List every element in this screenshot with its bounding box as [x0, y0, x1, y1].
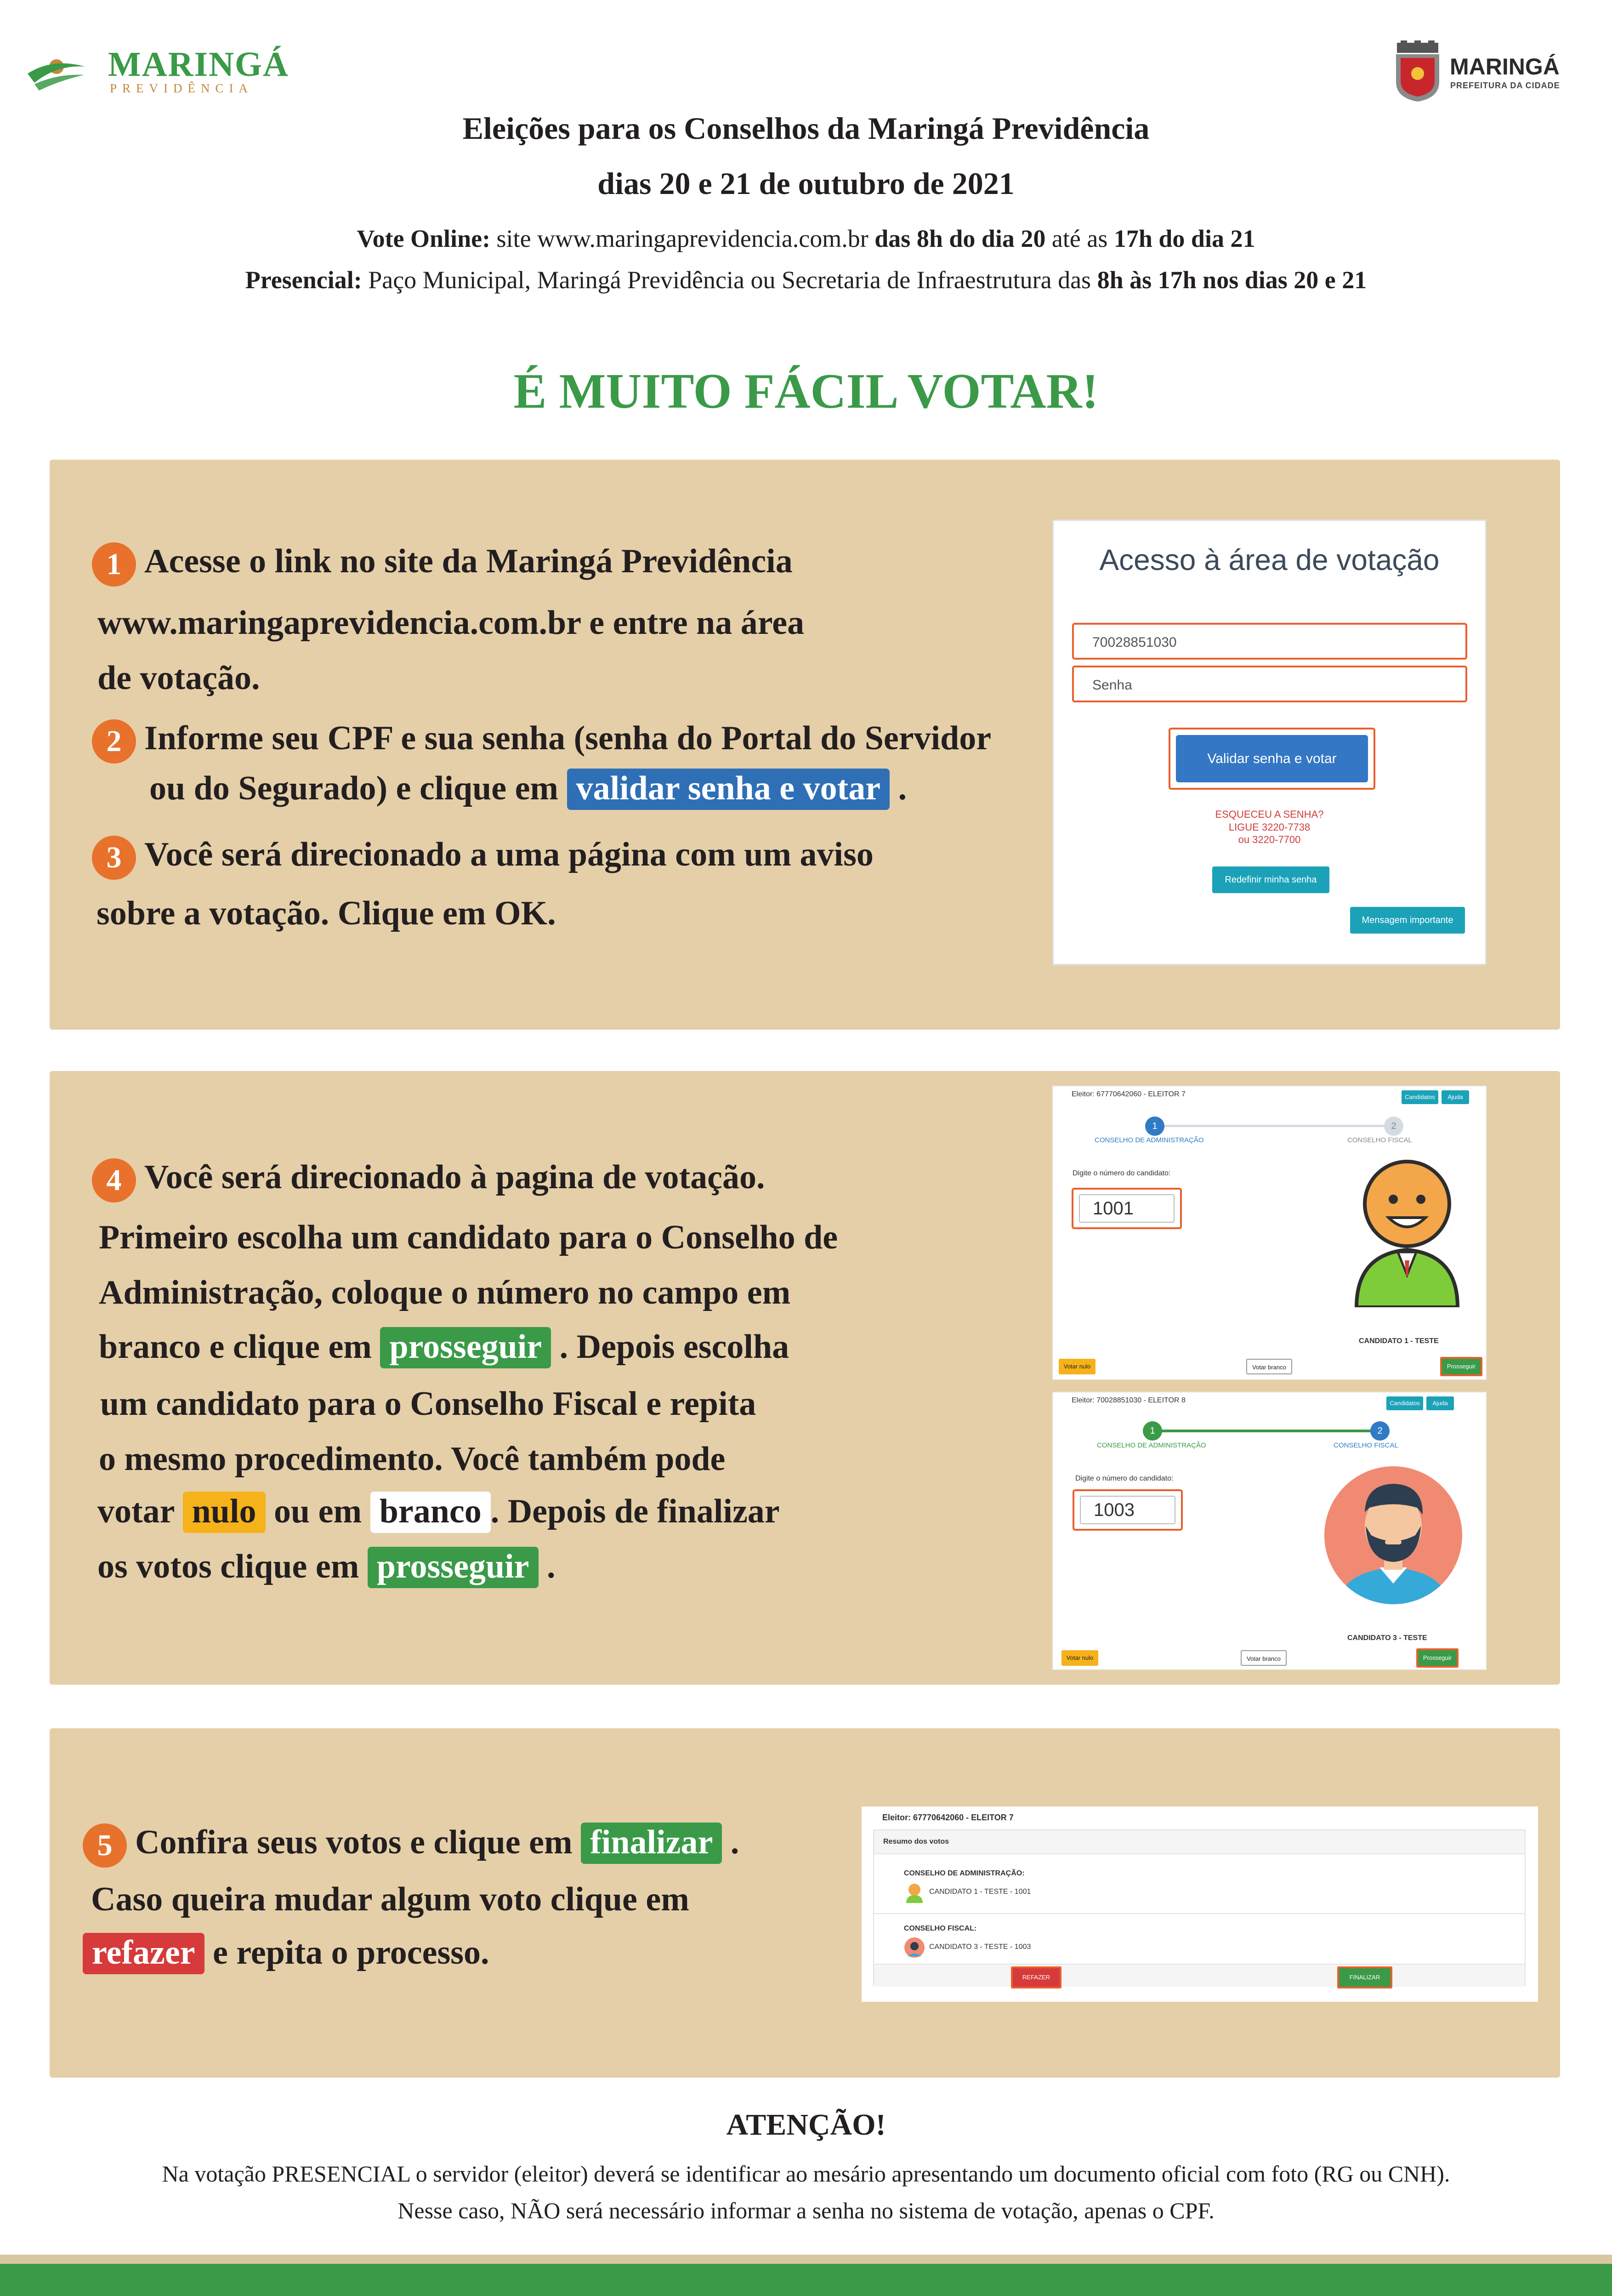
step-1-line-1	[92, 542, 793, 587]
step-4-number: 4	[92, 1158, 136, 1202]
page-title: Eleições para os Conselhos da Maringá Previdência	[462, 111, 1150, 146]
maringa-previdencia-logo-name: MARINGÁ	[108, 45, 289, 84]
proceed-button[interactable]: Prosseguir	[1416, 1648, 1459, 1668]
step-1-text-2: www.maringaprevidencia.com.br e entre na área	[97, 604, 805, 642]
progress-track	[1155, 1125, 1394, 1127]
step-4-text-8a: os votos clique em	[97, 1548, 359, 1585]
step-3-number: 3	[92, 836, 136, 880]
step-4-text-5: um candidato para o Conselho Fiscal e repita	[100, 1385, 756, 1423]
step-2-indicator: 2	[1384, 1117, 1403, 1136]
presencial-bold1: 8h às 17h nos dias 20 e 21	[1097, 266, 1367, 294]
proceed-highlight-1: prosseguir	[380, 1327, 551, 1368]
vote-blank-button[interactable]: Votar branco	[1241, 1650, 1287, 1666]
candidate-number-prompt	[1075, 1475, 1173, 1483]
step-4-line-7	[97, 1492, 780, 1533]
presencial-label: Presencial:	[245, 266, 362, 294]
step-5-text-2: Caso queira mudar algum voto clique em	[91, 1880, 689, 1918]
step-4-line-1	[92, 1158, 765, 1202]
step-3-line-1	[92, 836, 874, 880]
maringa-previdencia-logo	[25, 44, 289, 99]
candidate-number-prompt	[1073, 1169, 1170, 1178]
null-vote-highlight: nulo	[183, 1492, 266, 1533]
step-4-text-4a: branco e clique em	[99, 1328, 372, 1366]
validate-password-highlight: validar senha e votar	[567, 769, 890, 810]
step-5-line-1	[83, 1823, 739, 1868]
step-5-text-1b: .	[730, 1823, 739, 1861]
password-placeholder: Senha	[1092, 678, 1132, 693]
candidate-number-input[interactable]: 1003	[1080, 1496, 1175, 1524]
fiscal-council-candidate: CANDIDATO 3 - TESTE - 1003	[929, 1943, 1031, 1951]
online-vote-info	[0, 224, 1612, 253]
attention-heading: ATENÇÃO!	[726, 2108, 886, 2142]
step-4-text-7a: votar	[97, 1493, 175, 1530]
cpf-field[interactable]	[1072, 623, 1467, 660]
admin-council-candidate: CANDIDATO 1 - TESTE - 1001	[929, 1888, 1031, 1896]
summary-card	[873, 1829, 1526, 1986]
candidate-number-frame	[1073, 1489, 1183, 1531]
maringa-previdencia-logo-sub: PREVIDÊNCIA	[110, 81, 253, 95]
presencial-vote-info	[0, 266, 1612, 294]
proceed-button[interactable]: Prosseguir	[1440, 1357, 1482, 1376]
online-text1: site www.maringaprevidencia.com.br	[490, 225, 875, 252]
step-4-text-3: Administração, coloque o número no campo em	[99, 1274, 791, 1311]
summary-footer	[874, 1964, 1525, 1987]
step-4-text-7c: . Depois de finalizar	[490, 1493, 780, 1530]
step-2-line-1	[92, 719, 991, 763]
voter-label: Eleitor: 70028851030 - ELEITOR 8	[1072, 1396, 1186, 1404]
forgot-password-info	[1054, 808, 1485, 846]
step-3-text-2: sobre a votação. Clique em OK.	[96, 894, 556, 932]
step-4-text-2: Primeiro escolha um candidato para o Conselho de	[99, 1219, 838, 1256]
candidate-3-name: CANDIDATO 3 - TESTE	[1347, 1634, 1427, 1642]
important-message-button[interactable]: Mensagem importante	[1350, 907, 1465, 934]
online-bold1: das 8h do dia 20	[874, 225, 1046, 252]
step-5-line-3	[83, 1933, 489, 1974]
prompt-text: Digite o número do candidato:	[1073, 1169, 1171, 1177]
candidates-button[interactable]: Candidatos	[1402, 1090, 1438, 1104]
blank-vote-highlight: branco	[370, 1492, 491, 1533]
step-2-line-2	[149, 769, 907, 810]
admin-council-label: CONSELHO DE ADMINISTRAÇÃO:	[904, 1869, 1025, 1877]
finish-button[interactable]: FINALIZAR	[1337, 1966, 1392, 1988]
step-4-line-4	[99, 1327, 789, 1368]
candidate-number-input[interactable]: 1001	[1079, 1194, 1175, 1223]
step-1-label: CONSELHO DE ADMINISTRAÇÃO	[1095, 1136, 1204, 1144]
vote-summary-screenshot	[862, 1806, 1538, 2002]
candidate-1-avatar-icon	[1347, 1156, 1467, 1307]
attention-text-2: Nesse caso, NÃO será necessário informar a senha no sistema de votação, apenas o CPF.	[397, 2198, 1215, 2223]
step-1-indicator: 1	[1145, 1117, 1164, 1136]
step-5-text-3b: e repita o processo.	[213, 1934, 489, 1971]
candidate-3-avatar-icon	[1311, 1457, 1476, 1604]
step-1-text-1: Acesse o link no site da Maringá Previdência	[144, 542, 793, 580]
step-5-text-1a: Confira seus votos e clique em	[135, 1823, 573, 1861]
summary-title: Resumo dos votos	[883, 1838, 949, 1846]
progress-track	[1152, 1430, 1382, 1432]
candidates-button[interactable]: Candidatos	[1386, 1396, 1423, 1410]
voter-label: Eleitor: 67770642060 - ELEITOR 7	[882, 1813, 1014, 1822]
step-5-number: 5	[83, 1823, 127, 1868]
forgot-line-3: ou 3220-7700	[1238, 834, 1301, 845]
validate-button-frame	[1169, 728, 1375, 790]
cpf-value: 70028851030	[1092, 635, 1177, 650]
login-screenshot	[1052, 519, 1487, 965]
online-bold2: 17h do dia 21	[1113, 225, 1255, 252]
forgot-line-2: LIGUE 3220-7738	[1228, 821, 1311, 833]
candidate-3-small-avatar-icon	[904, 1937, 925, 1958]
reset-password-button[interactable]: Redefinir minha senha	[1212, 866, 1329, 893]
step-4-text-4b: . Depois escolha	[559, 1328, 789, 1366]
step-2-text-1: Informe seu CPF e sua senha (senha do Portal do Servidor	[144, 719, 992, 757]
call-to-action-heading: É MUITO FÁCIL VOTAR!	[513, 364, 1099, 419]
maringa-previdencia-logo-icon	[25, 48, 87, 94]
vote-admin-screenshot	[1052, 1086, 1487, 1380]
forgot-line-1: ESQUECEU A SENHA?	[1215, 809, 1324, 820]
online-label: Vote Online:	[357, 225, 491, 252]
redo-highlight: refazer	[83, 1933, 204, 1974]
step-2-label: CONSELHO FISCAL	[1334, 1441, 1398, 1449]
candidate-1-name: CANDIDATO 1 - TESTE	[1359, 1337, 1439, 1345]
step-2-period: .	[898, 769, 907, 807]
redo-button[interactable]: REFAZER	[1011, 1966, 1061, 1988]
summary-header	[874, 1830, 1525, 1854]
help-button[interactable]: Ajuda	[1442, 1090, 1469, 1104]
candidate-number-frame	[1072, 1188, 1182, 1229]
vote-null-button[interactable]: Votar nulo	[1061, 1650, 1098, 1666]
step-4-text-6: o mesmo procedimento. Você também pode	[99, 1440, 726, 1478]
step-4-text-7b: ou em	[274, 1493, 362, 1530]
prefeitura-maringa-logo	[1392, 40, 1585, 105]
prompt-text: Digite o número do candidato:	[1075, 1475, 1174, 1482]
step-4-text-8b: .	[547, 1548, 556, 1585]
step-2-text-2: ou do Segurado) e clique em	[149, 769, 559, 807]
prefeitura-logo-name: MARINGÁ	[1450, 54, 1560, 80]
step-1-label: CONSELHO DE ADMINISTRAÇÃO	[1097, 1441, 1206, 1449]
fiscal-council-label: CONSELHO FISCAL:	[904, 1925, 977, 1932]
step-4-text-1: Você será direcionado à pagina de votação.	[144, 1158, 765, 1196]
attention-text-1: Na votação PRESENCIAL o servidor (eleitor) deverá se identificar ao mesário apresentando um documento oficial com foto (RG ou CNH).	[162, 2161, 1450, 2187]
vote-null-button[interactable]: Votar nulo	[1059, 1359, 1095, 1374]
vote-blank-button[interactable]: Votar branco	[1246, 1359, 1292, 1374]
presencial-text1: Paço Municipal, Maringá Previdência ou Secretaria de Infraestrutura das	[362, 266, 1097, 294]
step-1-number: 1	[92, 542, 136, 587]
step-3-text-1: Você será direcionado a uma página com um aviso	[144, 835, 874, 873]
vote-fiscal-screenshot	[1052, 1392, 1487, 1670]
city-crest-icon	[1392, 40, 1443, 103]
proceed-highlight-2: prosseguir	[368, 1547, 539, 1588]
step-1-indicator: 1	[1143, 1421, 1162, 1441]
step-1-text-3: de votação.	[97, 659, 260, 697]
summary-divider	[874, 1913, 1525, 1914]
validate-password-button[interactable]: Validar senha e votar	[1176, 735, 1368, 782]
password-field[interactable]	[1072, 666, 1467, 702]
step-2-number: 2	[92, 719, 136, 763]
voter-label: Eleitor: 67770642060 - ELEITOR 7	[1072, 1090, 1186, 1098]
footer-stripe-tan	[0, 2255, 1612, 2264]
candidate-1-small-avatar-icon	[904, 1882, 925, 1903]
prefeitura-logo-sub: PREFEITURA DA CIDADE	[1450, 81, 1560, 90]
online-text2: até as	[1045, 225, 1114, 252]
step-2-label: CONSELHO FISCAL	[1347, 1136, 1412, 1144]
footer-stripe-green	[0, 2264, 1612, 2296]
step-4-line-8	[97, 1547, 556, 1588]
finish-highlight: finalizar	[581, 1823, 722, 1864]
step-2-indicator: 2	[1370, 1421, 1390, 1441]
page-subtitle-dates: dias 20 e 21 de outubro de 2021	[597, 166, 1015, 201]
login-title: Acesso à área de votação	[1099, 543, 1440, 576]
help-button[interactable]: Ajuda	[1426, 1396, 1454, 1410]
